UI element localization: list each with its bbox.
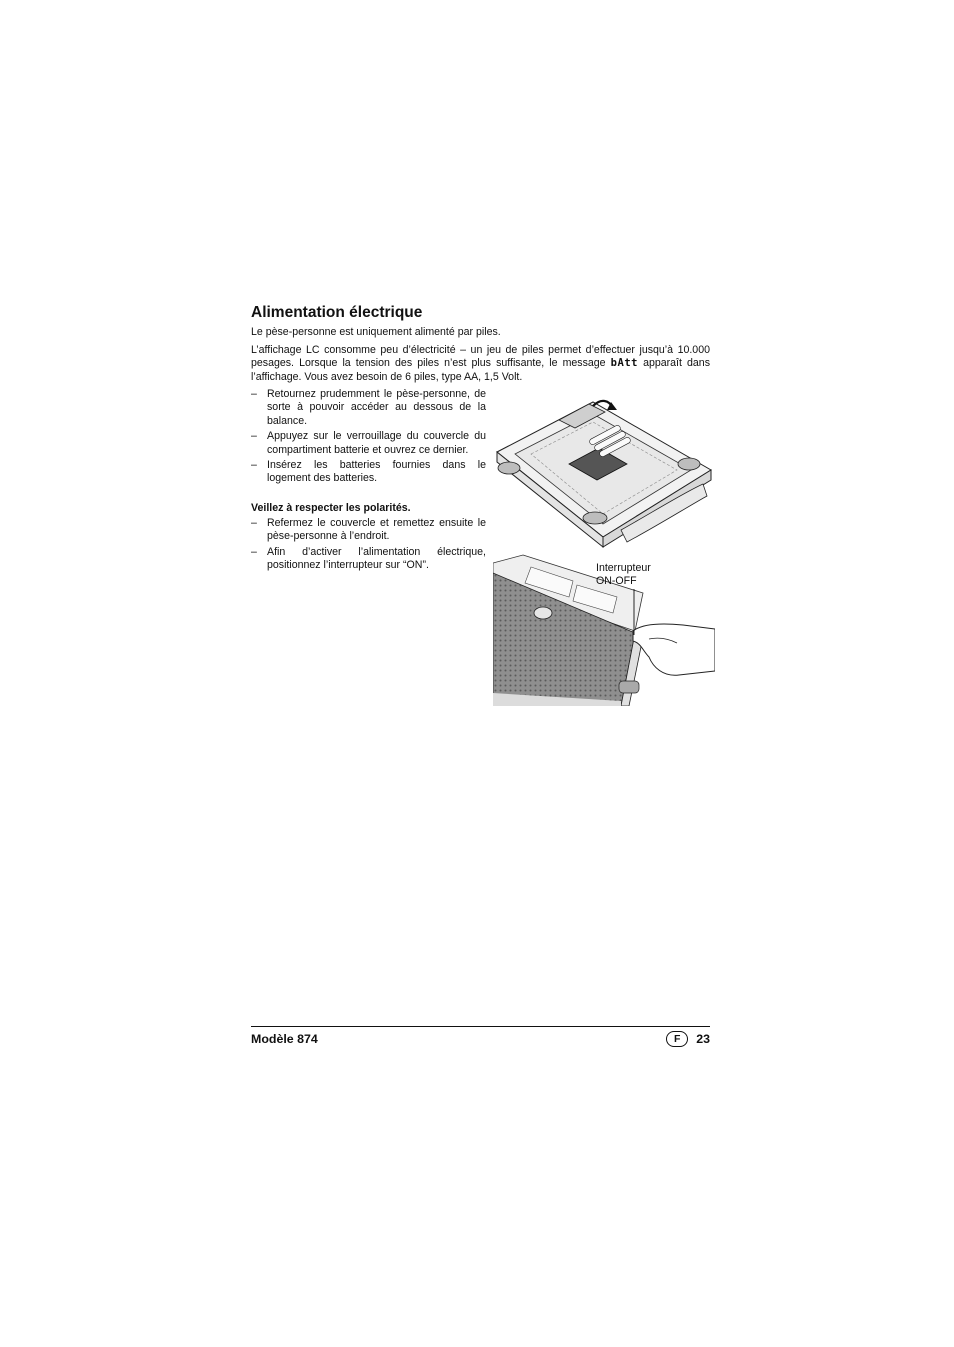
- footer-model: Modèle 874: [251, 1032, 318, 1046]
- footer-page-info: [666, 1031, 710, 1047]
- step-text: Appuyez sur le verrouillage du couvercle du compartiment batterie et ouvrez ce dernier.: [267, 430, 486, 456]
- battery-text-after: apparaît dans l’affichage. Vous avez besoin de 6 piles, type AA, 1,5 Volt.: [251, 357, 710, 383]
- switch-label: [596, 562, 651, 588]
- dash-marker: –: [251, 388, 257, 400]
- intro-paragraph: Le pèse-personne est uniquement alimenté par piles.: [251, 326, 501, 338]
- polarity-note: Veillez à respecter les polarités.: [251, 502, 411, 514]
- list-item: [251, 517, 486, 544]
- switch-label-line2: ON-OFF: [596, 575, 637, 587]
- step-text: Refermez le couvercle et remettez ensuite le pèse-personne à l’endroit.: [267, 517, 486, 543]
- dash-marker: –: [251, 430, 257, 443]
- switch-label-line1: Interrupteur: [596, 562, 651, 574]
- dash-marker: –: [251, 545, 257, 558]
- dash-marker: –: [251, 517, 257, 529]
- section-title: Alimentation électrique: [251, 304, 423, 321]
- footer-divider: [251, 1026, 710, 1027]
- battery-compartment-illustration: [493, 392, 715, 552]
- list-item: [251, 546, 486, 573]
- page-number: 23: [696, 1032, 710, 1046]
- list-item: [251, 430, 486, 457]
- step-text: Insérez les batteries fournies dans le logement des batteries.: [267, 459, 486, 485]
- language-badge: F: [666, 1031, 688, 1047]
- battery-paragraph: [251, 344, 710, 384]
- lcd-message: bAtt: [610, 357, 638, 370]
- step-text: Afin d’activer l’alimentation électrique, positionnez l’interrupteur sur “ON”.: [267, 545, 486, 572]
- battery-text-before: L’affichage LC consomme peu d’électricité – un jeu de piles permet d’effectuer jusqu’à 10.000 pesages. Lorsque la tension des piles n’est plus suffisante, le message: [251, 344, 710, 370]
- list-item: [251, 459, 486, 486]
- dash-marker: –: [251, 459, 257, 472]
- step-text: Retournez prudemment le pèse-personne, de sorte à pouvoir accéder au dessous de la balance.: [267, 388, 486, 427]
- list-item: [251, 388, 486, 428]
- steps-list-a: [251, 388, 486, 488]
- steps-list-b: [251, 517, 486, 575]
